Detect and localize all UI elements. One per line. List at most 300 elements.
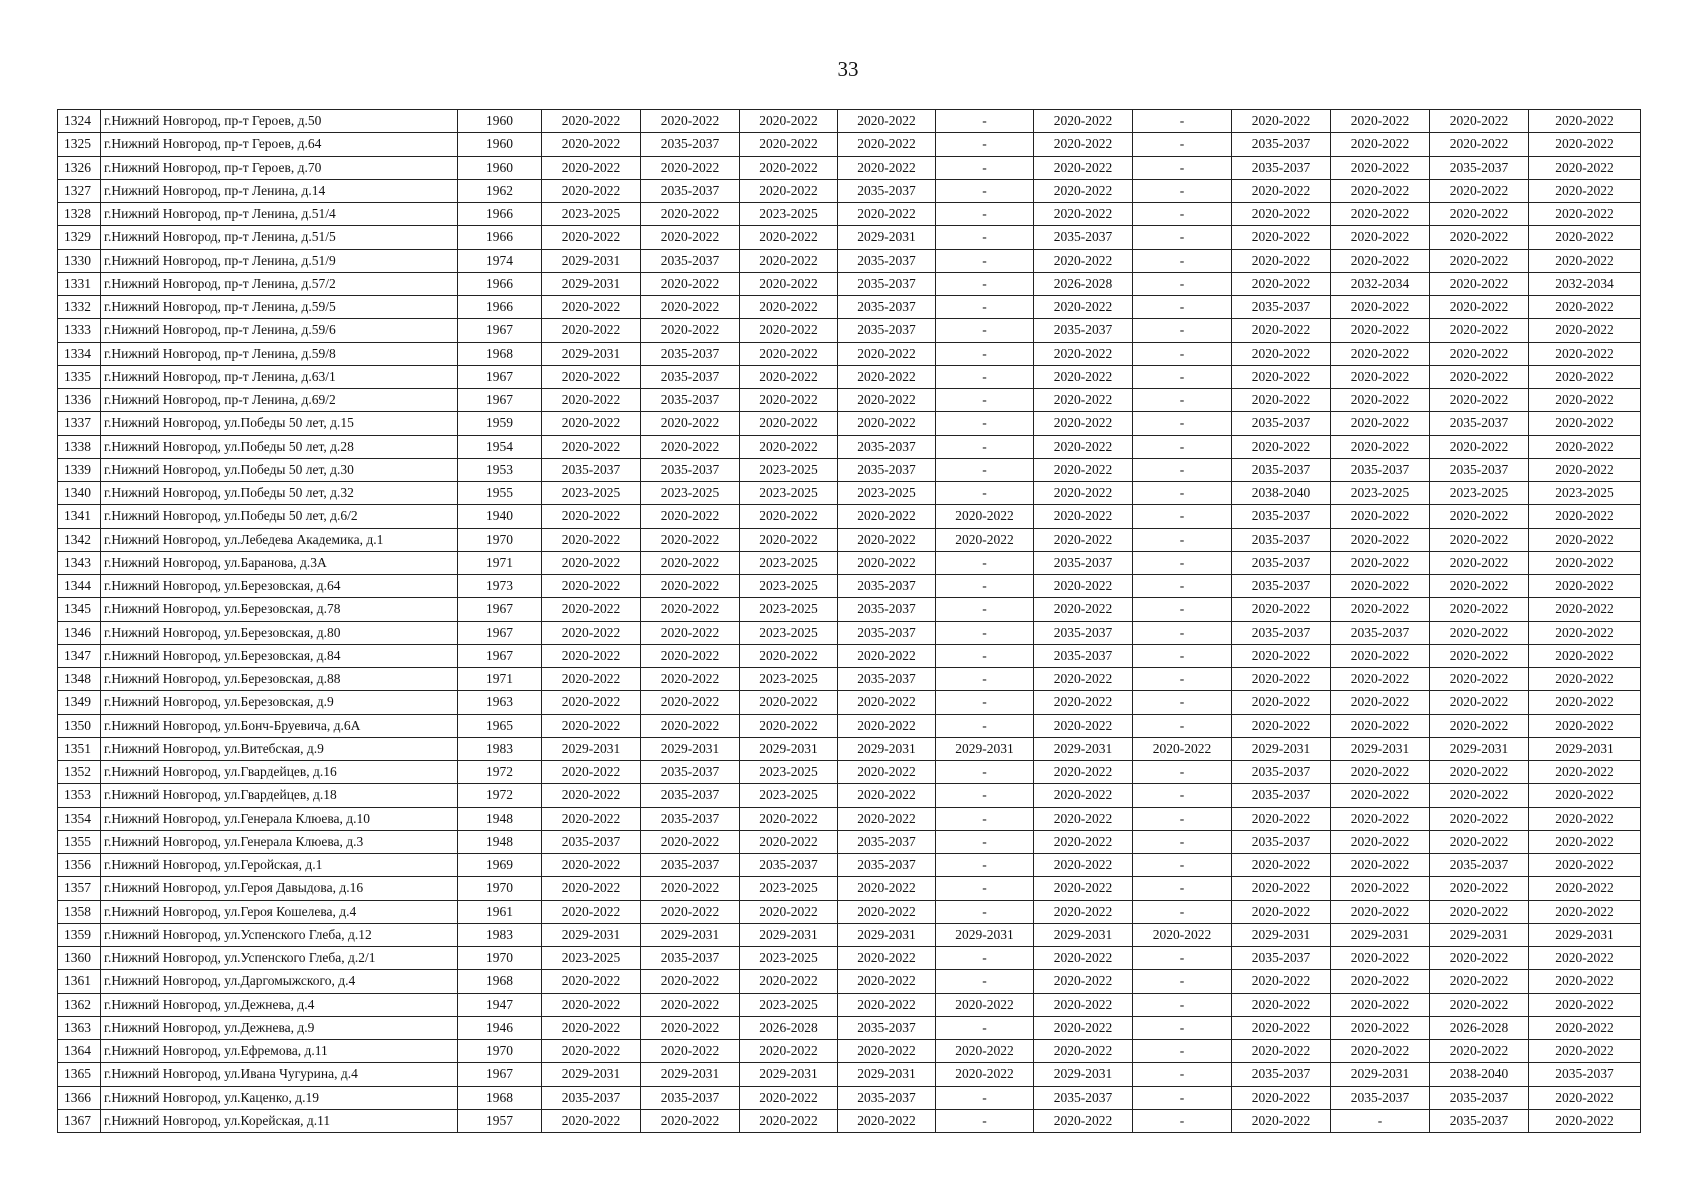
repair-period-cell: 2029-2031: [641, 1063, 740, 1086]
repair-period-cell: 2020-2022: [838, 900, 936, 923]
repair-period-cell: 2020-2022: [838, 412, 936, 435]
repair-period-cell: 2020-2022: [1430, 296, 1529, 319]
repair-period-cell: 2020-2022: [1034, 714, 1133, 737]
repair-period-cell: 2029-2031: [1529, 737, 1641, 760]
repair-period-cell: 2020-2022: [542, 993, 641, 1016]
repair-period-cell: 2020-2022: [1232, 1109, 1331, 1132]
repair-period-cell: 2035-2037: [1034, 551, 1133, 574]
repair-period-cell: 2029-2031: [1331, 923, 1430, 946]
repair-period-cell: 2032-2034: [1331, 272, 1430, 295]
repair-period-cell: 2020-2022: [1034, 365, 1133, 388]
year-built-cell: 1947: [458, 993, 542, 1016]
repair-period-cell: -: [936, 272, 1034, 295]
repair-period-cell: 2020-2022: [740, 714, 838, 737]
table-row: [58, 482, 1641, 505]
row-number-cell: 1367: [58, 1109, 101, 1132]
table-row: [58, 854, 1641, 877]
repair-period-cell: 2020-2022: [1430, 761, 1529, 784]
table-row: [58, 179, 1641, 202]
repair-period-cell: 2020-2022: [641, 668, 740, 691]
repair-period-cell: 2020-2022: [1331, 133, 1430, 156]
address-cell: г.Нижний Новгород, пр-т Ленина, д.59/6: [101, 319, 458, 342]
repair-period-cell: -: [1133, 365, 1232, 388]
repair-period-cell: -: [1133, 970, 1232, 993]
year-built-cell: 1967: [458, 389, 542, 412]
year-built-cell: 1968: [458, 342, 542, 365]
repair-period-cell: 2023-2025: [838, 482, 936, 505]
repair-period-cell: 2035-2037: [641, 807, 740, 830]
repair-period-cell: -: [936, 296, 1034, 319]
address-cell: г.Нижний Новгород, пр-т Ленина, д.51/9: [101, 249, 458, 272]
repair-period-cell: 2020-2022: [740, 249, 838, 272]
repair-period-cell: 2020-2022: [740, 156, 838, 179]
repair-period-cell: 2020-2022: [542, 761, 641, 784]
repair-period-cell: 2035-2037: [641, 133, 740, 156]
address-cell: г.Нижний Новгород, ул.Победы 50 лет, д.6/2: [101, 505, 458, 528]
repair-period-cell: 2020-2022: [1034, 482, 1133, 505]
repair-period-cell: -: [936, 970, 1034, 993]
repair-period-cell: 2020-2022: [1430, 342, 1529, 365]
repair-period-cell: 2020-2022: [542, 412, 641, 435]
address-cell: г.Нижний Новгород, ул.Лебедева Академика, д.1: [101, 528, 458, 551]
row-number-cell: 1355: [58, 830, 101, 853]
repair-period-cell: 2020-2022: [542, 1016, 641, 1039]
address-cell: г.Нижний Новгород, ул.Ефремова, д.11: [101, 1040, 458, 1063]
row-number-cell: 1363: [58, 1016, 101, 1039]
table-row: [58, 203, 1641, 226]
repair-period-cell: 2020-2022: [1034, 691, 1133, 714]
repair-period-cell: 2038-2040: [1430, 1063, 1529, 1086]
repair-period-cell: -: [1133, 505, 1232, 528]
repair-period-cell: 2020-2022: [1529, 668, 1641, 691]
repair-period-cell: 2020-2022: [1034, 668, 1133, 691]
repair-period-cell: 2035-2037: [1430, 412, 1529, 435]
repair-period-cell: 2023-2025: [740, 761, 838, 784]
repair-period-cell: 2020-2022: [641, 319, 740, 342]
address-cell: г.Нижний Новгород, ул.Победы 50 лет, д.15: [101, 412, 458, 435]
repair-period-cell: 2029-2031: [641, 737, 740, 760]
repair-period-cell: -: [1133, 807, 1232, 830]
repair-period-cell: 2023-2025: [740, 947, 838, 970]
row-number-cell: 1328: [58, 203, 101, 226]
address-cell: г.Нижний Новгород, ул.Геройская, д.1: [101, 854, 458, 877]
repair-period-cell: 2020-2022: [740, 1109, 838, 1132]
repair-period-cell: 2020-2022: [838, 1109, 936, 1132]
repair-period-cell: 2020-2022: [1034, 1040, 1133, 1063]
repair-period-cell: 2029-2031: [542, 249, 641, 272]
address-cell: г.Нижний Новгород, ул.Победы 50 лет, д.28: [101, 435, 458, 458]
repair-period-cell: 2020-2022: [1529, 714, 1641, 737]
repair-period-cell: 2020-2022: [542, 575, 641, 598]
repair-period-cell: 2020-2022: [1529, 319, 1641, 342]
repair-period-cell: -: [1133, 761, 1232, 784]
repair-period-cell: 2035-2037: [1232, 947, 1331, 970]
repair-period-cell: 2020-2022: [740, 412, 838, 435]
repair-period-cell: 2029-2031: [936, 923, 1034, 946]
repair-period-cell: 2020-2022: [1529, 226, 1641, 249]
repair-period-cell: 2020-2022: [1529, 854, 1641, 877]
repair-period-cell: 2020-2022: [1232, 1086, 1331, 1109]
repair-period-cell: 2020-2022: [838, 947, 936, 970]
repair-period-cell: 2035-2037: [838, 458, 936, 481]
repair-period-cell: 2023-2025: [740, 575, 838, 598]
repair-period-cell: 2020-2022: [740, 644, 838, 667]
repair-period-cell: 2020-2022: [838, 784, 936, 807]
address-cell: г.Нижний Новгород, пр-т Ленина, д.59/8: [101, 342, 458, 365]
repair-period-cell: 2020-2022: [740, 133, 838, 156]
repair-period-cell: 2020-2022: [641, 900, 740, 923]
row-number-cell: 1333: [58, 319, 101, 342]
repair-period-cell: 2020-2022: [1034, 505, 1133, 528]
table-row: [58, 1063, 1641, 1086]
repair-period-cell: 2020-2022: [1331, 528, 1430, 551]
year-built-cell: 1953: [458, 458, 542, 481]
repair-period-cell: 2020-2022: [1034, 435, 1133, 458]
repair-period-cell: -: [1133, 133, 1232, 156]
repair-period-cell: 2023-2025: [740, 621, 838, 644]
repair-period-cell: 2020-2022: [740, 807, 838, 830]
repair-period-cell: 2020-2022: [1430, 226, 1529, 249]
repair-period-cell: 2020-2022: [542, 970, 641, 993]
repair-period-cell: -: [1133, 1063, 1232, 1086]
repair-period-cell: 2035-2037: [542, 1086, 641, 1109]
repair-period-cell: 2029-2031: [542, 1063, 641, 1086]
repair-period-cell: 2020-2022: [1331, 784, 1430, 807]
repair-period-cell: 2020-2022: [1331, 505, 1430, 528]
repair-period-cell: 2020-2022: [936, 993, 1034, 1016]
repair-period-cell: 2020-2022: [641, 714, 740, 737]
repair-period-cell: 2020-2022: [542, 365, 641, 388]
repair-period-cell: 2023-2025: [542, 947, 641, 970]
repair-period-cell: 2020-2022: [1034, 389, 1133, 412]
table-row: [58, 226, 1641, 249]
repair-period-cell: 2020-2022: [1034, 807, 1133, 830]
repair-period-cell: 2020-2022: [1430, 691, 1529, 714]
repair-period-cell: 2035-2037: [1232, 621, 1331, 644]
repair-period-cell: 2020-2022: [838, 389, 936, 412]
row-number-cell: 1325: [58, 133, 101, 156]
address-cell: г.Нижний Новгород, пр-т Ленина, д.63/1: [101, 365, 458, 388]
repair-period-cell: -: [1133, 784, 1232, 807]
repair-period-cell: -: [936, 900, 1034, 923]
repair-period-cell: 2035-2037: [542, 830, 641, 853]
repair-period-cell: 2020-2022: [1331, 249, 1430, 272]
repair-period-cell: -: [936, 365, 1034, 388]
repair-period-cell: -: [1133, 296, 1232, 319]
repair-period-cell: 2020-2022: [1430, 714, 1529, 737]
repair-period-cell: 2020-2022: [1331, 435, 1430, 458]
year-built-cell: 1957: [458, 1109, 542, 1132]
table-row: [58, 458, 1641, 481]
repair-period-cell: 2020-2022: [542, 691, 641, 714]
repair-period-cell: 2020-2022: [1430, 947, 1529, 970]
repair-period-cell: 2020-2022: [641, 528, 740, 551]
repair-period-cell: -: [1133, 1109, 1232, 1132]
repair-period-cell: 2020-2022: [1232, 714, 1331, 737]
repair-period-cell: 2038-2040: [1232, 482, 1331, 505]
repair-period-cell: 2020-2022: [838, 644, 936, 667]
table-row: [58, 365, 1641, 388]
repair-period-cell: 2020-2022: [1232, 203, 1331, 226]
repair-period-cell: 2035-2037: [1232, 575, 1331, 598]
repair-period-cell: 2035-2037: [838, 621, 936, 644]
repair-period-cell: 2020-2022: [1529, 528, 1641, 551]
repair-period-cell: 2020-2022: [740, 505, 838, 528]
repair-period-cell: -: [1133, 947, 1232, 970]
repair-period-cell: 2035-2037: [1232, 296, 1331, 319]
repair-period-cell: -: [936, 110, 1034, 133]
repair-period-cell: 2029-2031: [542, 923, 641, 946]
repair-period-cell: 2020-2022: [740, 1086, 838, 1109]
repair-period-cell: -: [936, 854, 1034, 877]
table-row: [58, 737, 1641, 760]
table-row: [58, 691, 1641, 714]
repair-period-cell: 2020-2022: [1430, 807, 1529, 830]
repair-period-cell: 2020-2022: [641, 993, 740, 1016]
repair-period-cell: 2020-2022: [1232, 342, 1331, 365]
row-number-cell: 1346: [58, 621, 101, 644]
repair-period-cell: 2023-2025: [740, 993, 838, 1016]
address-cell: г.Нижний Новгород, пр-т Ленина, д.69/2: [101, 389, 458, 412]
repair-period-cell: 2020-2022: [1331, 830, 1430, 853]
address-cell: г.Нижний Новгород, ул.Каценко, д.19: [101, 1086, 458, 1109]
row-number-cell: 1327: [58, 179, 101, 202]
repair-period-cell: 2020-2022: [1331, 110, 1430, 133]
repair-period-cell: 2020-2022: [1529, 1109, 1641, 1132]
table-row: [58, 1040, 1641, 1063]
repair-period-cell: 2035-2037: [1430, 854, 1529, 877]
repair-period-cell: 2020-2022: [1034, 179, 1133, 202]
table-row: [58, 900, 1641, 923]
address-cell: г.Нижний Новгород, ул.Генерала Клюева, д.10: [101, 807, 458, 830]
repair-period-cell: 2035-2037: [838, 1016, 936, 1039]
repair-period-cell: 2035-2037: [641, 365, 740, 388]
repair-period-cell: 2035-2037: [641, 784, 740, 807]
repair-period-cell: -: [1133, 830, 1232, 853]
year-built-cell: 1970: [458, 528, 542, 551]
table-row: [58, 528, 1641, 551]
repair-period-cell: 2020-2022: [1430, 179, 1529, 202]
repair-period-cell: 2023-2025: [1529, 482, 1641, 505]
row-number-cell: 1332: [58, 296, 101, 319]
repair-period-cell: 2032-2034: [1529, 272, 1641, 295]
repair-period-cell: 2020-2022: [740, 319, 838, 342]
repair-period-cell: -: [1133, 1016, 1232, 1039]
repair-period-cell: 2020-2022: [1529, 877, 1641, 900]
repair-period-cell: 2020-2022: [641, 1109, 740, 1132]
repair-period-cell: 2020-2022: [641, 296, 740, 319]
repair-period-cell: -: [1133, 319, 1232, 342]
repair-period-cell: 2020-2022: [1430, 203, 1529, 226]
row-number-cell: 1334: [58, 342, 101, 365]
year-built-cell: 1973: [458, 575, 542, 598]
row-number-cell: 1342: [58, 528, 101, 551]
row-number-cell: 1350: [58, 714, 101, 737]
row-number-cell: 1344: [58, 575, 101, 598]
address-cell: г.Нижний Новгород, пр-т Героев, д.70: [101, 156, 458, 179]
repair-period-cell: 2020-2022: [1430, 365, 1529, 388]
table-row: [58, 947, 1641, 970]
repair-period-cell: -: [1133, 226, 1232, 249]
repair-period-cell: 2020-2022: [1331, 296, 1430, 319]
table-body: [58, 110, 1641, 1133]
address-cell: г.Нижний Новгород, ул.Березовская, д.80: [101, 621, 458, 644]
year-built-cell: 1948: [458, 830, 542, 853]
repair-period-cell: 2020-2022: [1529, 970, 1641, 993]
repair-period-cell: 2020-2022: [838, 714, 936, 737]
repair-period-cell: 2020-2022: [1331, 1040, 1430, 1063]
repair-period-cell: 2020-2022: [740, 272, 838, 295]
repair-period-cell: 2020-2022: [1529, 784, 1641, 807]
repair-period-cell: 2020-2022: [1331, 900, 1430, 923]
repair-period-cell: 2035-2037: [1232, 133, 1331, 156]
table-row: [58, 923, 1641, 946]
repair-period-cell: 2020-2022: [1529, 458, 1641, 481]
repair-period-cell: 2035-2037: [1232, 784, 1331, 807]
repair-period-cell: 2020-2022: [1430, 877, 1529, 900]
address-cell: г.Нижний Новгород, ул.Победы 50 лет, д.32: [101, 482, 458, 505]
repair-period-cell: 2035-2037: [1331, 621, 1430, 644]
repair-period-cell: 2020-2022: [838, 993, 936, 1016]
repair-period-cell: 2020-2022: [1529, 761, 1641, 784]
repair-period-cell: 2020-2022: [1034, 854, 1133, 877]
year-built-cell: 1954: [458, 435, 542, 458]
repair-period-cell: 2029-2031: [838, 737, 936, 760]
repair-period-cell: 2035-2037: [1430, 156, 1529, 179]
year-built-cell: 1966: [458, 203, 542, 226]
repair-period-cell: -: [936, 1016, 1034, 1039]
repair-period-cell: 2020-2022: [641, 412, 740, 435]
repair-period-cell: 2020-2022: [542, 877, 641, 900]
row-number-cell: 1366: [58, 1086, 101, 1109]
repair-period-cell: 2020-2022: [641, 1016, 740, 1039]
repair-period-cell: 2020-2022: [542, 807, 641, 830]
repair-period-cell: 2020-2022: [838, 342, 936, 365]
row-number-cell: 1364: [58, 1040, 101, 1063]
repair-period-cell: 2020-2022: [641, 110, 740, 133]
repair-period-cell: 2020-2022: [1430, 644, 1529, 667]
repair-period-cell: 2023-2025: [740, 668, 838, 691]
repair-period-cell: 2020-2022: [641, 435, 740, 458]
repair-period-cell: 2020-2022: [1232, 993, 1331, 1016]
repair-period-cell: -: [936, 598, 1034, 621]
table-row: [58, 1109, 1641, 1132]
repair-period-cell: -: [1133, 156, 1232, 179]
repair-period-cell: -: [1133, 203, 1232, 226]
repair-period-cell: 2020-2022: [1430, 993, 1529, 1016]
repair-period-cell: 2020-2022: [1232, 1016, 1331, 1039]
address-cell: г.Нижний Новгород, ул.Березовская, д.78: [101, 598, 458, 621]
repair-period-cell: 2020-2022: [1430, 784, 1529, 807]
repair-period-cell: 2020-2022: [1430, 575, 1529, 598]
row-number-cell: 1361: [58, 970, 101, 993]
repair-period-cell: -: [1133, 342, 1232, 365]
repair-period-cell: 2023-2025: [740, 784, 838, 807]
repair-period-cell: 2029-2031: [542, 342, 641, 365]
repair-period-cell: -: [936, 761, 1034, 784]
repair-period-cell: 2020-2022: [542, 644, 641, 667]
repair-period-cell: 2020-2022: [1430, 1040, 1529, 1063]
repair-period-cell: -: [1133, 714, 1232, 737]
repair-period-cell: 2020-2022: [740, 970, 838, 993]
table-row: [58, 110, 1641, 133]
row-number-cell: 1349: [58, 691, 101, 714]
row-number-cell: 1347: [58, 644, 101, 667]
repair-period-cell: 2020-2022: [1430, 319, 1529, 342]
repair-period-cell: 2020-2022: [740, 365, 838, 388]
repair-period-cell: 2020-2022: [1529, 644, 1641, 667]
repair-period-cell: 2020-2022: [1529, 575, 1641, 598]
repair-period-cell: 2020-2022: [1232, 272, 1331, 295]
repair-period-cell: 2020-2022: [1529, 435, 1641, 458]
repair-period-cell: 2020-2022: [1331, 714, 1430, 737]
repair-period-cell: 2020-2022: [838, 807, 936, 830]
row-number-cell: 1330: [58, 249, 101, 272]
year-built-cell: 1983: [458, 737, 542, 760]
repair-period-cell: -: [1133, 389, 1232, 412]
row-number-cell: 1336: [58, 389, 101, 412]
table-row: [58, 1016, 1641, 1039]
repair-period-cell: 2026-2028: [1034, 272, 1133, 295]
repair-period-cell: -: [1133, 551, 1232, 574]
row-number-cell: 1331: [58, 272, 101, 295]
repair-period-cell: 2020-2022: [838, 761, 936, 784]
repair-period-cell: 2020-2022: [740, 226, 838, 249]
row-number-cell: 1357: [58, 877, 101, 900]
repair-period-cell: -: [936, 412, 1034, 435]
repair-period-cell: -: [936, 1109, 1034, 1132]
repair-period-cell: 2035-2037: [740, 854, 838, 877]
repair-period-cell: 2020-2022: [838, 365, 936, 388]
repair-period-cell: 2020-2022: [838, 203, 936, 226]
row-number-cell: 1348: [58, 668, 101, 691]
repair-period-cell: -: [936, 575, 1034, 598]
repair-period-cell: 2035-2037: [838, 296, 936, 319]
repair-period-cell: 2020-2022: [641, 226, 740, 249]
repair-period-cell: -: [936, 621, 1034, 644]
row-number-cell: 1338: [58, 435, 101, 458]
repair-period-cell: 2020-2022: [1034, 412, 1133, 435]
repair-period-cell: 2020-2022: [1430, 249, 1529, 272]
repair-period-cell: -: [936, 342, 1034, 365]
repair-period-cell: 2020-2022: [1232, 179, 1331, 202]
repair-period-cell: 2020-2022: [1430, 830, 1529, 853]
repair-period-cell: 2035-2037: [1331, 1086, 1430, 1109]
repair-period-cell: 2035-2037: [1034, 319, 1133, 342]
table-row: [58, 970, 1641, 993]
repair-period-cell: 2029-2031: [1529, 923, 1641, 946]
repair-period-cell: 2020-2022: [1034, 1016, 1133, 1039]
repair-period-cell: 2020-2022: [542, 226, 641, 249]
repair-period-cell: 2035-2037: [1034, 621, 1133, 644]
repair-period-cell: 2020-2022: [1430, 505, 1529, 528]
year-built-cell: 1967: [458, 621, 542, 644]
repair-period-cell: 2020-2022: [542, 156, 641, 179]
repair-period-cell: 2020-2022: [542, 133, 641, 156]
repair-period-cell: -: [936, 1086, 1034, 1109]
repair-period-cell: 2020-2022: [641, 691, 740, 714]
repair-period-cell: 2020-2022: [1529, 249, 1641, 272]
year-built-cell: 1960: [458, 156, 542, 179]
repair-period-cell: 2035-2037: [838, 854, 936, 877]
repair-period-cell: 2020-2022: [1331, 970, 1430, 993]
table-row: [58, 505, 1641, 528]
address-cell: г.Нижний Новгород, пр-т Героев, д.64: [101, 133, 458, 156]
repair-period-cell: 2029-2031: [1430, 923, 1529, 946]
repair-period-cell: 2020-2022: [542, 435, 641, 458]
repair-period-cell: 2020-2022: [936, 505, 1034, 528]
year-built-cell: 1971: [458, 551, 542, 574]
